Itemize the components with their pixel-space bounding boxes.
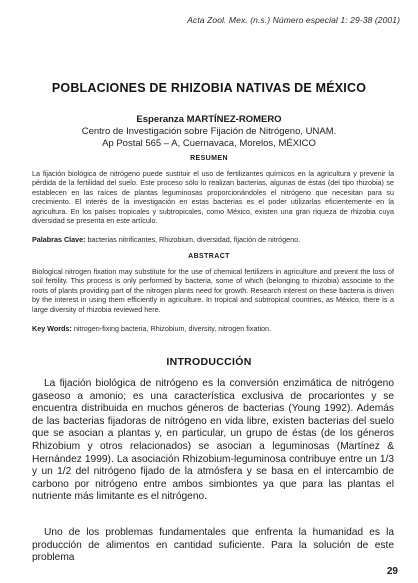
affiliation-address: Ap Postal 565 – A, Cuernavaca, Morelos, MÉXICO (102, 138, 316, 149)
page-number: 29 (386, 566, 398, 577)
journal-reference: Acta Zool. Mex. (n.s.) Número especial 1: 29-38 (2001) (187, 15, 400, 25)
introduccion-heading: INTRODUCCIÓN (166, 356, 252, 368)
introduccion-paragraph-2: Uno de los problemas fundamentales que enfrenta la humanidad es la producción de alimentos en cantidad suficiente. Para la solución de este problema (32, 527, 394, 564)
resumen-heading: RESUMEN (190, 155, 228, 162)
abstract-heading: ABSTRACT (188, 253, 230, 260)
introduccion-paragraph-1: La fijación biológica de nitrógeno es la conversión enzimática de nitrógeno gaseoso a amonio; es una característica exclusiva de procariontes y se encuentra distribuida en muchos géneros de bacterias (Young 1992). Además de las bacterias fijadoras de nitrógeno en vida libre, existen bacterias del suelo que se asocian a plantas y, en particular, un grupo de éstas (de los géneros Rhizobium y otros relacionados) se asocian a leguminosas (Martínez & Hernández 1999). La asociación Rhizobium-leguminosa contribuye entre un 1/3 y un 1/2 del nitrógeno fijado de la atmósfera y se basa en el intercambio de carbono por nitrógeno entre ambos simbiontes ya que para las plantas el nutriente más limitante es el nitrógeno. (32, 378, 394, 503)
palabras-clave-label: Palabras Clave: (32, 235, 86, 244)
abstract-text: Biological nitrogen fixation may substitute for the use of chemical fertilizers in agriculture and prevent the loss of soil fertility. This process is only performed by bacteria, some of which (belonging to rhizobia) associate to the roots of plants providing part of the nitrogen plants need for growth. Research interest on these bacteria is driven by the interest in using them efficiently in agriculture. In tropical and subtropical countries, as México, there is a large diversity of rhizobia reviewed here. (32, 267, 394, 314)
article-title: POBLACIONES DE RHIZOBIA NATIVAS DE MÉXICO (51, 81, 367, 95)
key-words (32, 324, 394, 333)
affiliation-institution: Centro de Investigación sobre Fijación de Nitrógeno, UNAM. (81, 126, 337, 137)
author-name: Esperanza MARTÍNEZ-ROMERO (136, 114, 282, 125)
palabras-clave-values: bacterias nitrificantes, Rhizobium, diversidad, fijación de nitrógeno. (87, 235, 301, 244)
resumen-text: La fijación biológica de nitrógeno puede sustituir el uso de fertilizantes químicos en la agricultura y prevenir la pérdida de la fertilidad del suelo. Este proceso sólo lo realizan bacterias, algunas de éstas (del tipo rhizobia) se establecen en las raíces de plantas leguminosas proporcionándoles el nitrógeno que necesitan para su crecimiento. El interés de la investigación en estas bacterias es el poder utilizarlas eficientemente en la agricultura. En los países tropicales y subtropicales, como México, existen una gran riqueza de rhizobia cuya diversidad se presenta en este artículo. (32, 169, 394, 226)
key-words-label: Key Words: (32, 324, 72, 333)
palabras-clave (32, 235, 394, 244)
key-words-values: nitrogen-fixing bacteria, Rhizobium, diversity, nitrogen fixation. (73, 324, 272, 333)
